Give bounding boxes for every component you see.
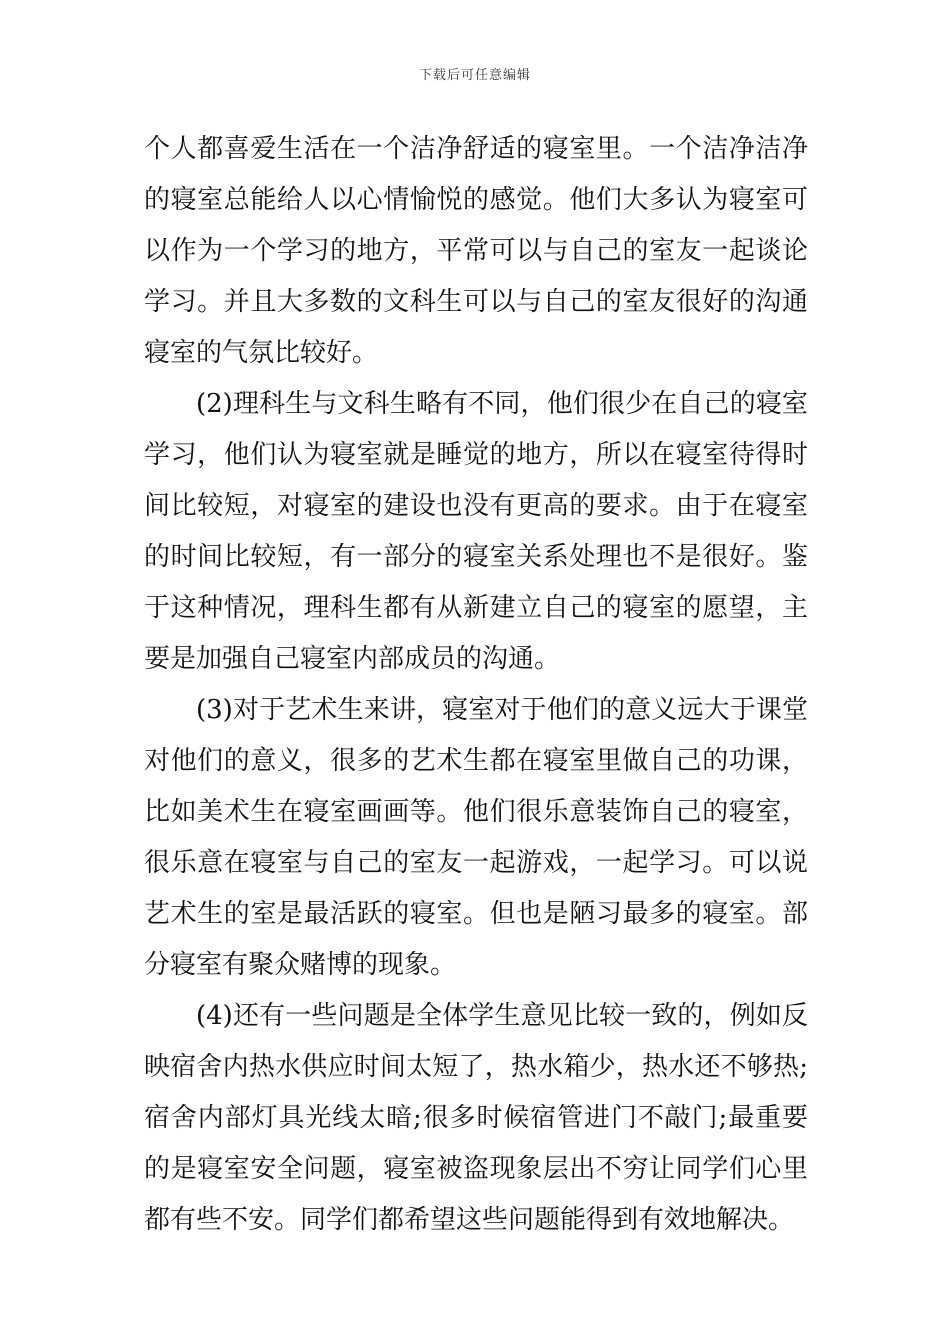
text-line: 的寝室总能给人以心情愉悦的感觉。他们大多认为寝室可 — [144, 185, 808, 215]
text-line: 艺术生的室是最活跃的寝室。但也是陋习最多的寝室。部 — [144, 899, 808, 929]
page-header: 下载后可任意编辑 — [418, 68, 531, 83]
text-line: (2)理科生与文科生略有不同，他们很少在自己的寝室 — [196, 389, 808, 419]
text-line: 学习。并且大多数的文科生可以与自己的室友很好的沟通 — [144, 287, 808, 317]
text-line: 个人都喜爱生活在一个洁净舒适的寝室里。一个洁净洁净 — [144, 134, 808, 164]
paragraph-3 — [144, 685, 808, 991]
text-line: 要是加强自己寝室内部成员的沟通。 — [144, 644, 561, 674]
text-line: (4)还有一些问题是全体学生意见比较一致的，例如反 — [196, 1001, 808, 1031]
text-line: 以作为一个学习的地方，平常可以与自己的室友一起谈论 — [144, 236, 808, 266]
text-line: 学习，他们认为寝室就是睡觉的地方，所以在寝室待得时 — [144, 440, 808, 470]
text-line: 很乐意在寝室与自己的室友一起游戏，一起学习。可以说 — [144, 848, 808, 878]
text-line: 分寝室有聚众赌博的现象。 — [144, 950, 457, 980]
text-line: 映宿舍内热水供应时间太短了，热水箱少，热水还不够热; — [144, 1052, 808, 1082]
paragraph-2 — [144, 379, 808, 685]
text-line: 对他们的意义，很多的艺术生都在寝室里做自己的功课， — [144, 746, 808, 776]
text-line: 比如美术生在寝室画画等。他们很乐意装饰自己的寝室， — [144, 797, 808, 827]
text-line: 寝室的气氛比较好。 — [144, 338, 379, 368]
paragraph-4 — [144, 991, 808, 1246]
document-body — [144, 124, 808, 1246]
text-line: (3)对于艺术生来讲，寝室对于他们的意义远大于课堂 — [196, 695, 808, 725]
text-line: 的是寝室安全问题，寝室被盗现象层出不穷让同学们心里 — [144, 1154, 808, 1184]
text-line: 于这种情况，理科生都有从新建立自己的寝室的愿望，主 — [144, 593, 808, 623]
paragraph-1 — [144, 124, 808, 379]
text-line: 的时间比较短，有一部分的寝室关系处理也不是很好。鉴 — [144, 542, 808, 572]
text-line: 间比较短，对寝室的建设也没有更高的要求。由于在寝室 — [144, 491, 808, 521]
text-line: 宿舍内部灯具光线太暗;很多时候宿管进门不敲门;最重要 — [144, 1103, 808, 1133]
text-line: 都有些不安。同学们都希望这些问题能得到有效地解决。 — [144, 1205, 795, 1235]
